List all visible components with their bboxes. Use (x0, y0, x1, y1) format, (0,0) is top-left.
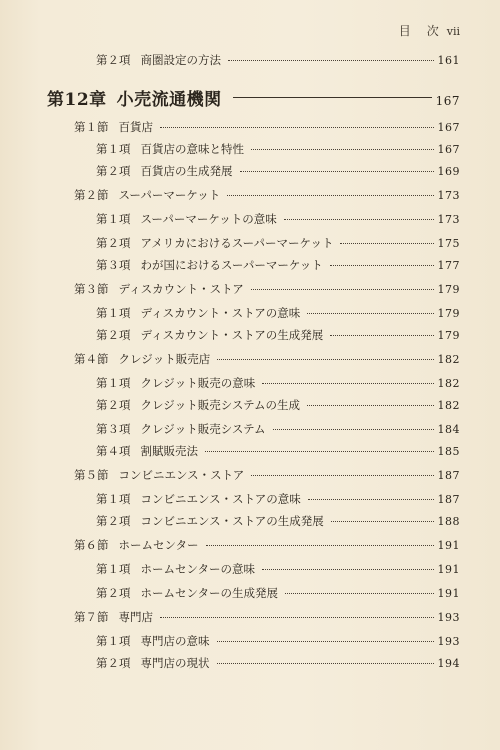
toc-entry-page-number: 182 (437, 353, 460, 366)
toc-entry-label (47, 90, 225, 110)
toc-entry-page-number: 161 (437, 54, 460, 67)
toc-section-entry (74, 120, 460, 135)
toc-dot-leader (205, 451, 434, 452)
toc-entry-number: 第３節 (74, 282, 109, 296)
toc-entry-page-number: 188 (437, 515, 460, 528)
toc-entry-page-number: 177 (437, 259, 460, 272)
toc-entry-number: 第３項 (96, 422, 131, 436)
toc-entry-title: わが国におけるスーパーマーケット (140, 258, 323, 272)
toc-entry-number: 第２項 (96, 236, 131, 250)
toc-entry-label (74, 282, 247, 296)
toc-entry-label (96, 444, 201, 458)
toc-entry-page-number: 193 (437, 635, 460, 648)
toc-entry-number: 第１項 (96, 306, 131, 320)
toc-entry-title: ディスカウント・ストアの意味 (140, 306, 301, 320)
toc-entry-label (74, 188, 223, 202)
toc-entry-label (96, 236, 336, 250)
toc-entry-page-number: 173 (437, 213, 460, 226)
toc-entry-page-number: 179 (437, 307, 460, 320)
toc-entry-number: 第４節 (74, 352, 109, 366)
toc-entry-title: クレジット販売システム (140, 422, 266, 436)
toc-entry-label (96, 142, 247, 156)
toc-item-entry (96, 562, 460, 577)
toc-entry-page-number: 182 (437, 399, 460, 412)
toc-section-entry (74, 538, 460, 553)
toc-item-entry (96, 634, 460, 649)
toc-item-entry (96, 398, 460, 413)
toc-entry-number: 第２項 (96, 656, 131, 670)
toc-entry-title: コンビニエンス・ストアの意味 (140, 492, 301, 506)
toc-chapter-entry (47, 90, 460, 111)
toc-entry-number: 第５節 (74, 468, 109, 482)
toc-entry-title: 百貨店 (118, 120, 153, 134)
toc-entry-label (96, 492, 304, 506)
toc-entry-page-number: 191 (437, 539, 460, 552)
toc-entry-label (96, 164, 236, 178)
toc-entry-label (96, 258, 326, 272)
toc-entry-page-number: 169 (437, 165, 460, 178)
toc-entry-label (74, 610, 156, 624)
toc-entry-page-number: 175 (437, 237, 460, 250)
toc-dot-leader (308, 499, 434, 500)
toc-section-entry (74, 610, 460, 625)
toc-entry-label (74, 352, 213, 366)
toc-entry-page-number: 184 (437, 423, 460, 436)
toc-entry-label (96, 514, 327, 528)
toc-item-entry (96, 656, 460, 671)
toc-item-entry (96, 164, 460, 179)
toc-entry-label (96, 562, 258, 576)
toc-entry-title: クレジット販売店 (118, 352, 211, 366)
toc-entry-page-number: 179 (437, 283, 460, 296)
toc-entry-title: 専門店の現状 (140, 656, 210, 670)
toc-dot-leader (284, 219, 434, 220)
toc-entry-number: 第１項 (96, 376, 131, 390)
toc-item-entry (96, 236, 460, 251)
toc-item-entry (96, 258, 460, 273)
toc-dot-leader (262, 383, 433, 384)
toc-entry-title: ディスカウント・ストアの生成発展 (140, 328, 324, 342)
toc-entry-number: 第２項 (96, 164, 131, 178)
toc-dot-leader (217, 641, 434, 642)
toc-entry-number: 第１項 (96, 634, 131, 648)
toc-entry-title: 専門店の意味 (140, 634, 210, 648)
toc-entry-label (96, 376, 258, 390)
toc-entry-number: 第２節 (74, 188, 109, 202)
toc-section-entry (74, 352, 460, 367)
toc-item-entry (96, 306, 460, 321)
toc-entry-number: 第12章 (47, 90, 107, 110)
toc-entry-title: 百貨店の生成発展 (140, 164, 233, 178)
toc-item-entry (96, 514, 460, 529)
toc-entry-title: ディスカウント・ストア (118, 282, 244, 296)
toc-dot-leader (251, 149, 434, 150)
toc-dot-leader (206, 545, 434, 546)
toc-entry-title: コンビニエンス・ストア (118, 468, 245, 482)
toc-entry-title: 専門店 (118, 610, 153, 624)
toc-entry-page-number: 191 (437, 587, 460, 600)
toc-entry-title: コンビニエンス・ストアの生成発展 (140, 514, 324, 528)
toc-dot-leader (273, 429, 434, 430)
toc-item-entry (96, 142, 460, 157)
toc-section-entry (74, 468, 460, 483)
toc-dot-leader (251, 475, 433, 476)
toc-section-entry (74, 188, 460, 203)
toc-entry-label (96, 656, 213, 670)
toc-entry-page-number: 191 (437, 563, 460, 576)
toc-entry-page-number: 167 (435, 94, 460, 108)
toc-entry-page-number: 187 (437, 493, 460, 506)
toc-entry-title: 百貨店の意味と特性 (140, 142, 244, 156)
toc-entry-title: ホームセンターの意味 (140, 562, 256, 576)
toc-entry-title: スーパーマーケット (118, 188, 221, 202)
toc-entry-number: 第７節 (74, 610, 109, 624)
running-head (399, 22, 460, 39)
toc-entry-number: 第２項 (96, 398, 131, 412)
toc-entry-label (74, 120, 156, 134)
running-head-title: 目 次 (398, 24, 441, 38)
toc-entry-label (96, 328, 326, 342)
running-head-page-number: vii (446, 25, 460, 38)
toc-item-entry (96, 212, 460, 227)
toc-entry-number: 第１項 (96, 142, 131, 156)
toc-item-entry (96, 422, 460, 437)
toc-entry-number: 第３項 (96, 258, 131, 272)
toc-entry-title: ホームセンター (118, 538, 199, 552)
toc-entry-title: アメリカにおけるスーパーマーケット (140, 236, 334, 250)
toc-dot-leader (251, 289, 434, 290)
toc-item-entry (96, 328, 460, 343)
toc-dot-leader (331, 521, 434, 522)
toc-entry-number: 第２項 (96, 514, 131, 528)
toc-entry-number: 第１項 (96, 212, 131, 226)
toc-entry-label (96, 212, 280, 226)
toc-entry-label (96, 634, 213, 648)
toc-entry-label (96, 586, 281, 600)
toc-entry-number: 第４項 (96, 444, 131, 458)
toc-dot-leader (233, 97, 432, 98)
toc-dot-leader (330, 335, 433, 336)
toc-entry-number: 第１項 (96, 492, 131, 506)
toc-item-entry (96, 492, 460, 507)
toc-entry-page-number: 173 (437, 189, 460, 202)
toc-dot-leader (307, 313, 433, 314)
toc-dot-leader (160, 617, 434, 618)
toc-entry-number: 第１項 (96, 562, 131, 576)
toc-entry-label (74, 468, 247, 482)
toc-entry-title: 割賦販売法 (140, 444, 198, 458)
toc-entry-title: クレジット販売の意味 (140, 376, 256, 390)
toc-entry-page-number: 167 (437, 143, 460, 156)
toc-entry-title: 商圏設定の方法 (140, 53, 221, 67)
toc-entry-number: 第６節 (74, 538, 109, 552)
toc-dot-leader (262, 569, 433, 570)
toc-entry-number: 第２項 (96, 328, 131, 342)
toc-dot-leader (227, 195, 433, 196)
toc-entry-title: ホームセンターの生成発展 (140, 586, 279, 600)
toc-dot-leader (217, 359, 433, 360)
toc-section-entry (74, 282, 460, 297)
toc-dot-leader (240, 171, 434, 172)
toc-dot-leader (285, 593, 433, 594)
toc-dot-leader (307, 405, 433, 406)
toc-dot-leader (160, 127, 434, 128)
toc-entry-page-number: 167 (437, 121, 460, 134)
toc-entry-label (96, 306, 303, 320)
toc-entry-number: 第１節 (74, 120, 109, 134)
toc-entry-label (96, 53, 224, 67)
toc-entry-label (96, 398, 303, 412)
toc-entry-page-number: 185 (437, 445, 460, 458)
toc-dot-leader (340, 243, 433, 244)
toc-entry-title: 小売流通機関 (116, 90, 222, 110)
toc-entry-page-number: 179 (437, 329, 460, 342)
toc-entry-number: 第２項 (96, 586, 131, 600)
toc-entry-page-number: 194 (437, 657, 460, 670)
toc-entry-page-number: 187 (437, 469, 460, 482)
toc-dot-leader (228, 60, 434, 61)
toc-item-entry (96, 376, 460, 391)
toc-entry-title: スーパーマーケットの意味 (140, 212, 277, 226)
toc-dot-leader (217, 663, 434, 664)
toc-entry-number: 第２項 (96, 53, 131, 67)
toc-item-entry (96, 586, 460, 601)
toc-entry-page-number: 182 (437, 377, 460, 390)
toc-item-entry (96, 53, 460, 68)
toc-entry-title: クレジット販売システムの生成 (140, 398, 301, 412)
toc-entry-page-number: 193 (437, 611, 460, 624)
toc-dot-leader (330, 265, 434, 266)
toc-entry-label (96, 422, 269, 436)
toc-entry-label (74, 538, 202, 552)
toc-item-entry (96, 444, 460, 459)
